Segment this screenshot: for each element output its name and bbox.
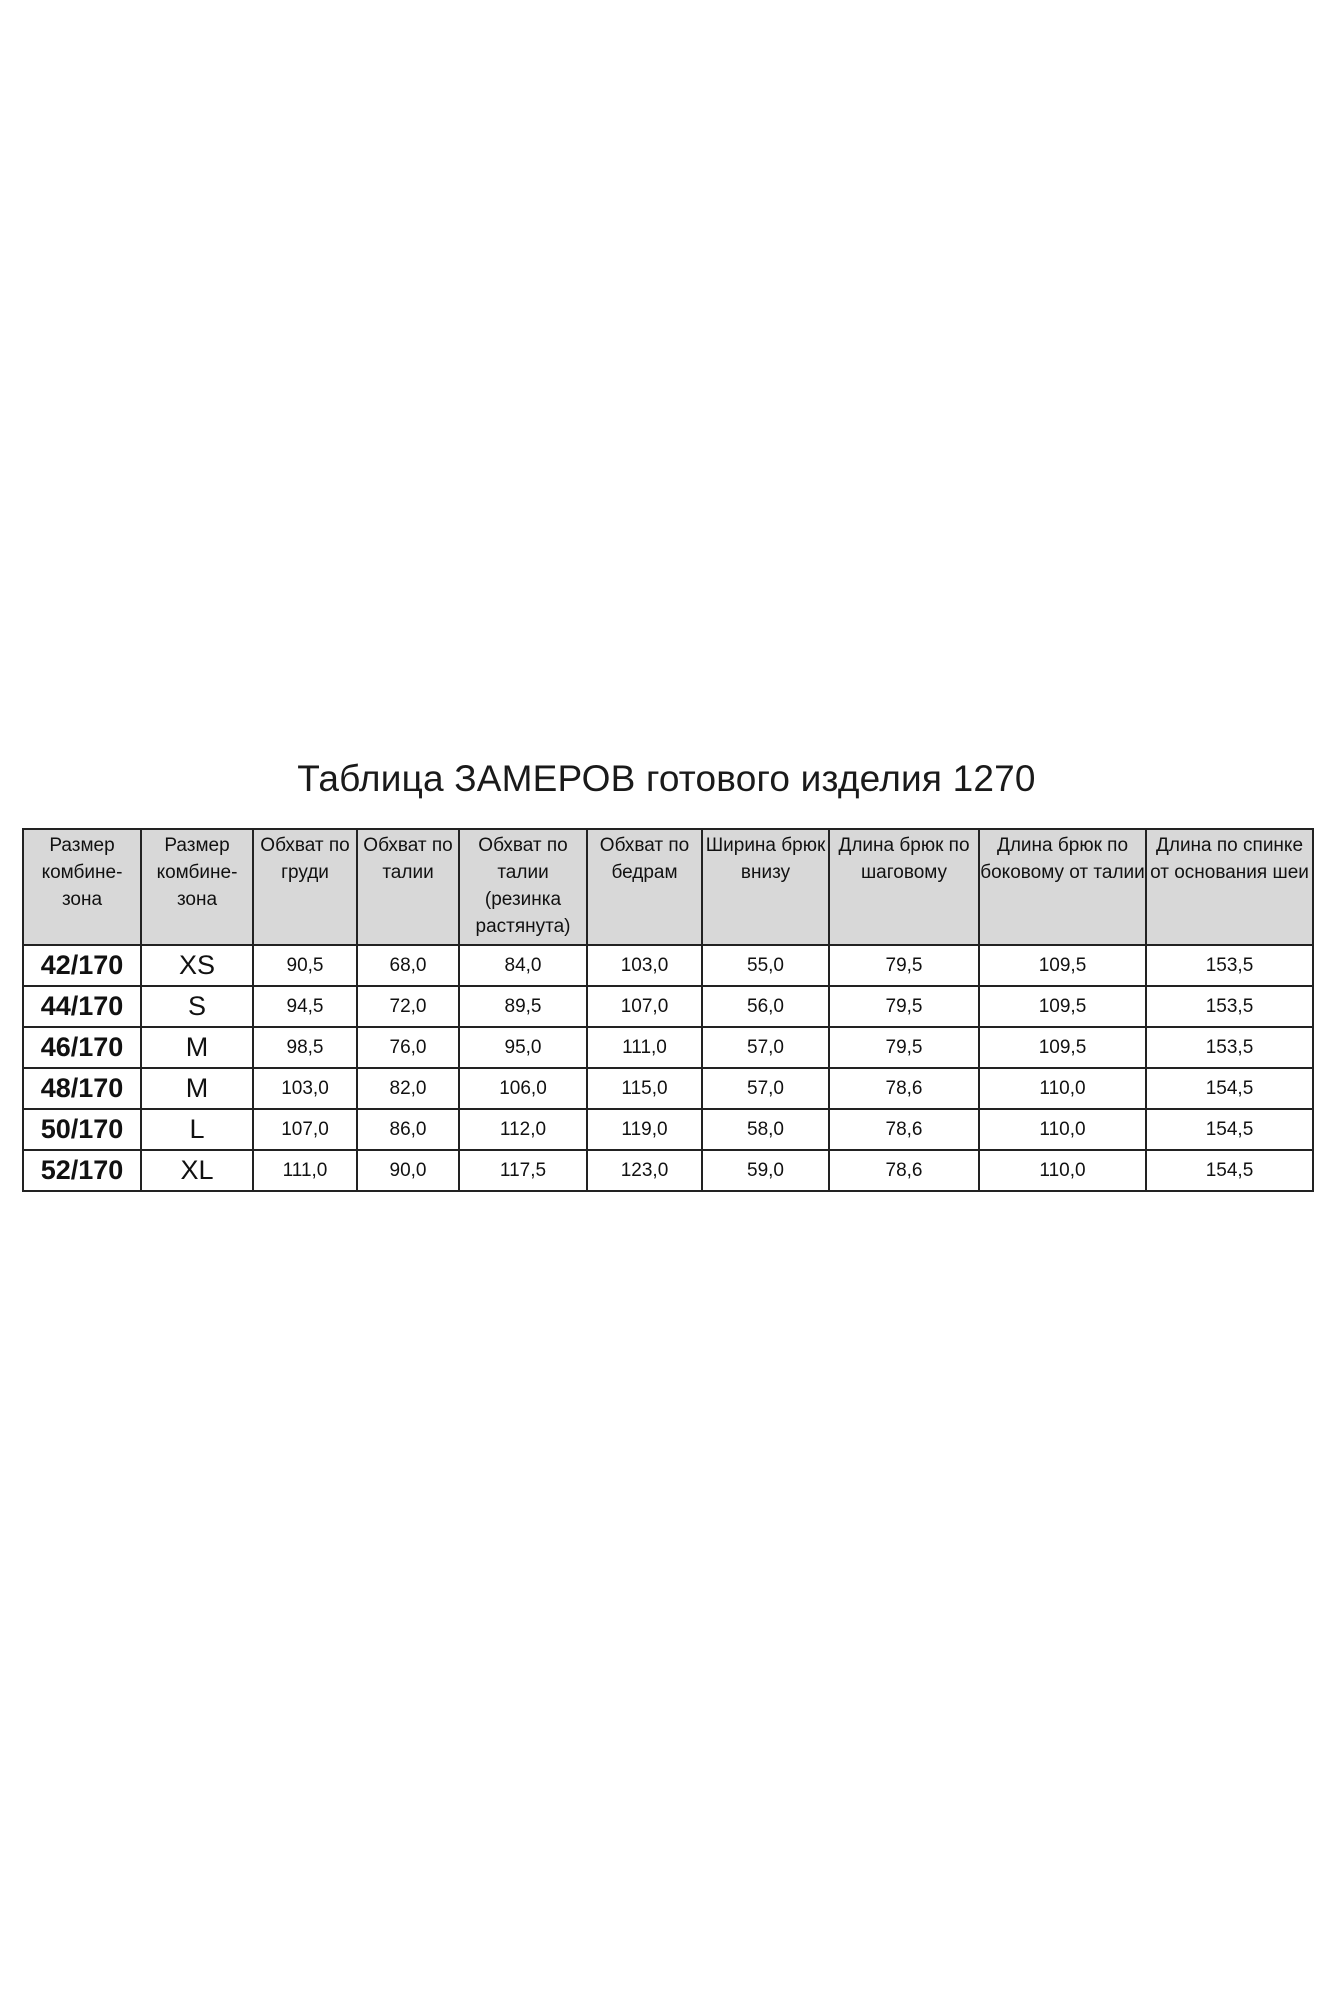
table-cell: XS <box>141 945 253 986</box>
table-row <box>23 986 1313 1027</box>
table-cell: 90,5 <box>253 945 357 986</box>
table-cell: 90,0 <box>357 1150 459 1191</box>
table-cell: 110,0 <box>979 1150 1146 1191</box>
table-cell: 86,0 <box>357 1109 459 1150</box>
column-header: Длина брюк по шаговому <box>829 829 979 945</box>
table-cell: 98,5 <box>253 1027 357 1068</box>
table-cell: 95,0 <box>459 1027 587 1068</box>
table-cell: 117,5 <box>459 1150 587 1191</box>
table-cell: 79,5 <box>829 945 979 986</box>
table-cell: XL <box>141 1150 253 1191</box>
table-cell: 79,5 <box>829 1027 979 1068</box>
header-row <box>23 829 1313 945</box>
table-row <box>23 1068 1313 1109</box>
column-header: Обхват по талии (резинка растянута) <box>459 829 587 945</box>
table-cell: 119,0 <box>587 1109 702 1150</box>
table-cell: 112,0 <box>459 1109 587 1150</box>
table-cell: 58,0 <box>702 1109 829 1150</box>
column-header: Размер комбине-зона <box>141 829 253 945</box>
measurements-table <box>22 828 1314 1192</box>
table-cell: 42/170 <box>23 945 141 986</box>
table-cell: 76,0 <box>357 1027 459 1068</box>
table-cell: M <box>141 1068 253 1109</box>
table-row <box>23 1027 1313 1068</box>
table-cell: 154,5 <box>1146 1109 1313 1150</box>
table-cell: 107,0 <box>253 1109 357 1150</box>
table-cell: 57,0 <box>702 1068 829 1109</box>
table-cell: 109,5 <box>979 986 1146 1027</box>
table-cell: 111,0 <box>253 1150 357 1191</box>
table-row <box>23 1150 1313 1191</box>
table-cell: 48/170 <box>23 1068 141 1109</box>
table-cell: L <box>141 1109 253 1150</box>
table-cell: 79,5 <box>829 986 979 1027</box>
table-cell: 78,6 <box>829 1150 979 1191</box>
table-cell: M <box>141 1027 253 1068</box>
table-cell: 154,5 <box>1146 1150 1313 1191</box>
table-cell: 115,0 <box>587 1068 702 1109</box>
column-header: Обхват по талии <box>357 829 459 945</box>
table-cell: 103,0 <box>587 945 702 986</box>
table-cell: 46/170 <box>23 1027 141 1068</box>
table-cell: 56,0 <box>702 986 829 1027</box>
table-cell: 68,0 <box>357 945 459 986</box>
table-cell: 89,5 <box>459 986 587 1027</box>
table-row <box>23 945 1313 986</box>
table-cell: 106,0 <box>459 1068 587 1109</box>
table-cell: 154,5 <box>1146 1068 1313 1109</box>
table-cell: 78,6 <box>829 1068 979 1109</box>
table-cell: 59,0 <box>702 1150 829 1191</box>
table-cell: 50/170 <box>23 1109 141 1150</box>
column-header: Длина брюк по боковому от талии <box>979 829 1146 945</box>
table-cell: 52/170 <box>23 1150 141 1191</box>
table-cell: 94,5 <box>253 986 357 1027</box>
table-cell: 84,0 <box>459 945 587 986</box>
table-cell: 72,0 <box>357 986 459 1027</box>
table-cell: 109,5 <box>979 945 1146 986</box>
column-header: Длина по спинке от основания шеи <box>1146 829 1313 945</box>
table-cell: 103,0 <box>253 1068 357 1109</box>
table-cell: 109,5 <box>979 1027 1146 1068</box>
table-cell: 153,5 <box>1146 945 1313 986</box>
column-header: Размер комбине-зона <box>23 829 141 945</box>
table-cell: 110,0 <box>979 1109 1146 1150</box>
table-cell: 82,0 <box>357 1068 459 1109</box>
table-cell: 44/170 <box>23 986 141 1027</box>
table-cell: 78,6 <box>829 1109 979 1150</box>
page-title: Таблица ЗАМЕРОВ готового изделия 1270 <box>297 758 1036 799</box>
table-cell: 153,5 <box>1146 986 1313 1027</box>
table-cell: S <box>141 986 253 1027</box>
column-header: Ширина брюк внизу <box>702 829 829 945</box>
table-cell: 111,0 <box>587 1027 702 1068</box>
column-header: Обхват по бедрам <box>587 829 702 945</box>
table-cell: 153,5 <box>1146 1027 1313 1068</box>
table-cell: 57,0 <box>702 1027 829 1068</box>
table-cell: 107,0 <box>587 986 702 1027</box>
table-row <box>23 1109 1313 1150</box>
table-cell: 110,0 <box>979 1068 1146 1109</box>
table-cell: 123,0 <box>587 1150 702 1191</box>
table-cell: 55,0 <box>702 945 829 986</box>
column-header: Обхват по груди <box>253 829 357 945</box>
